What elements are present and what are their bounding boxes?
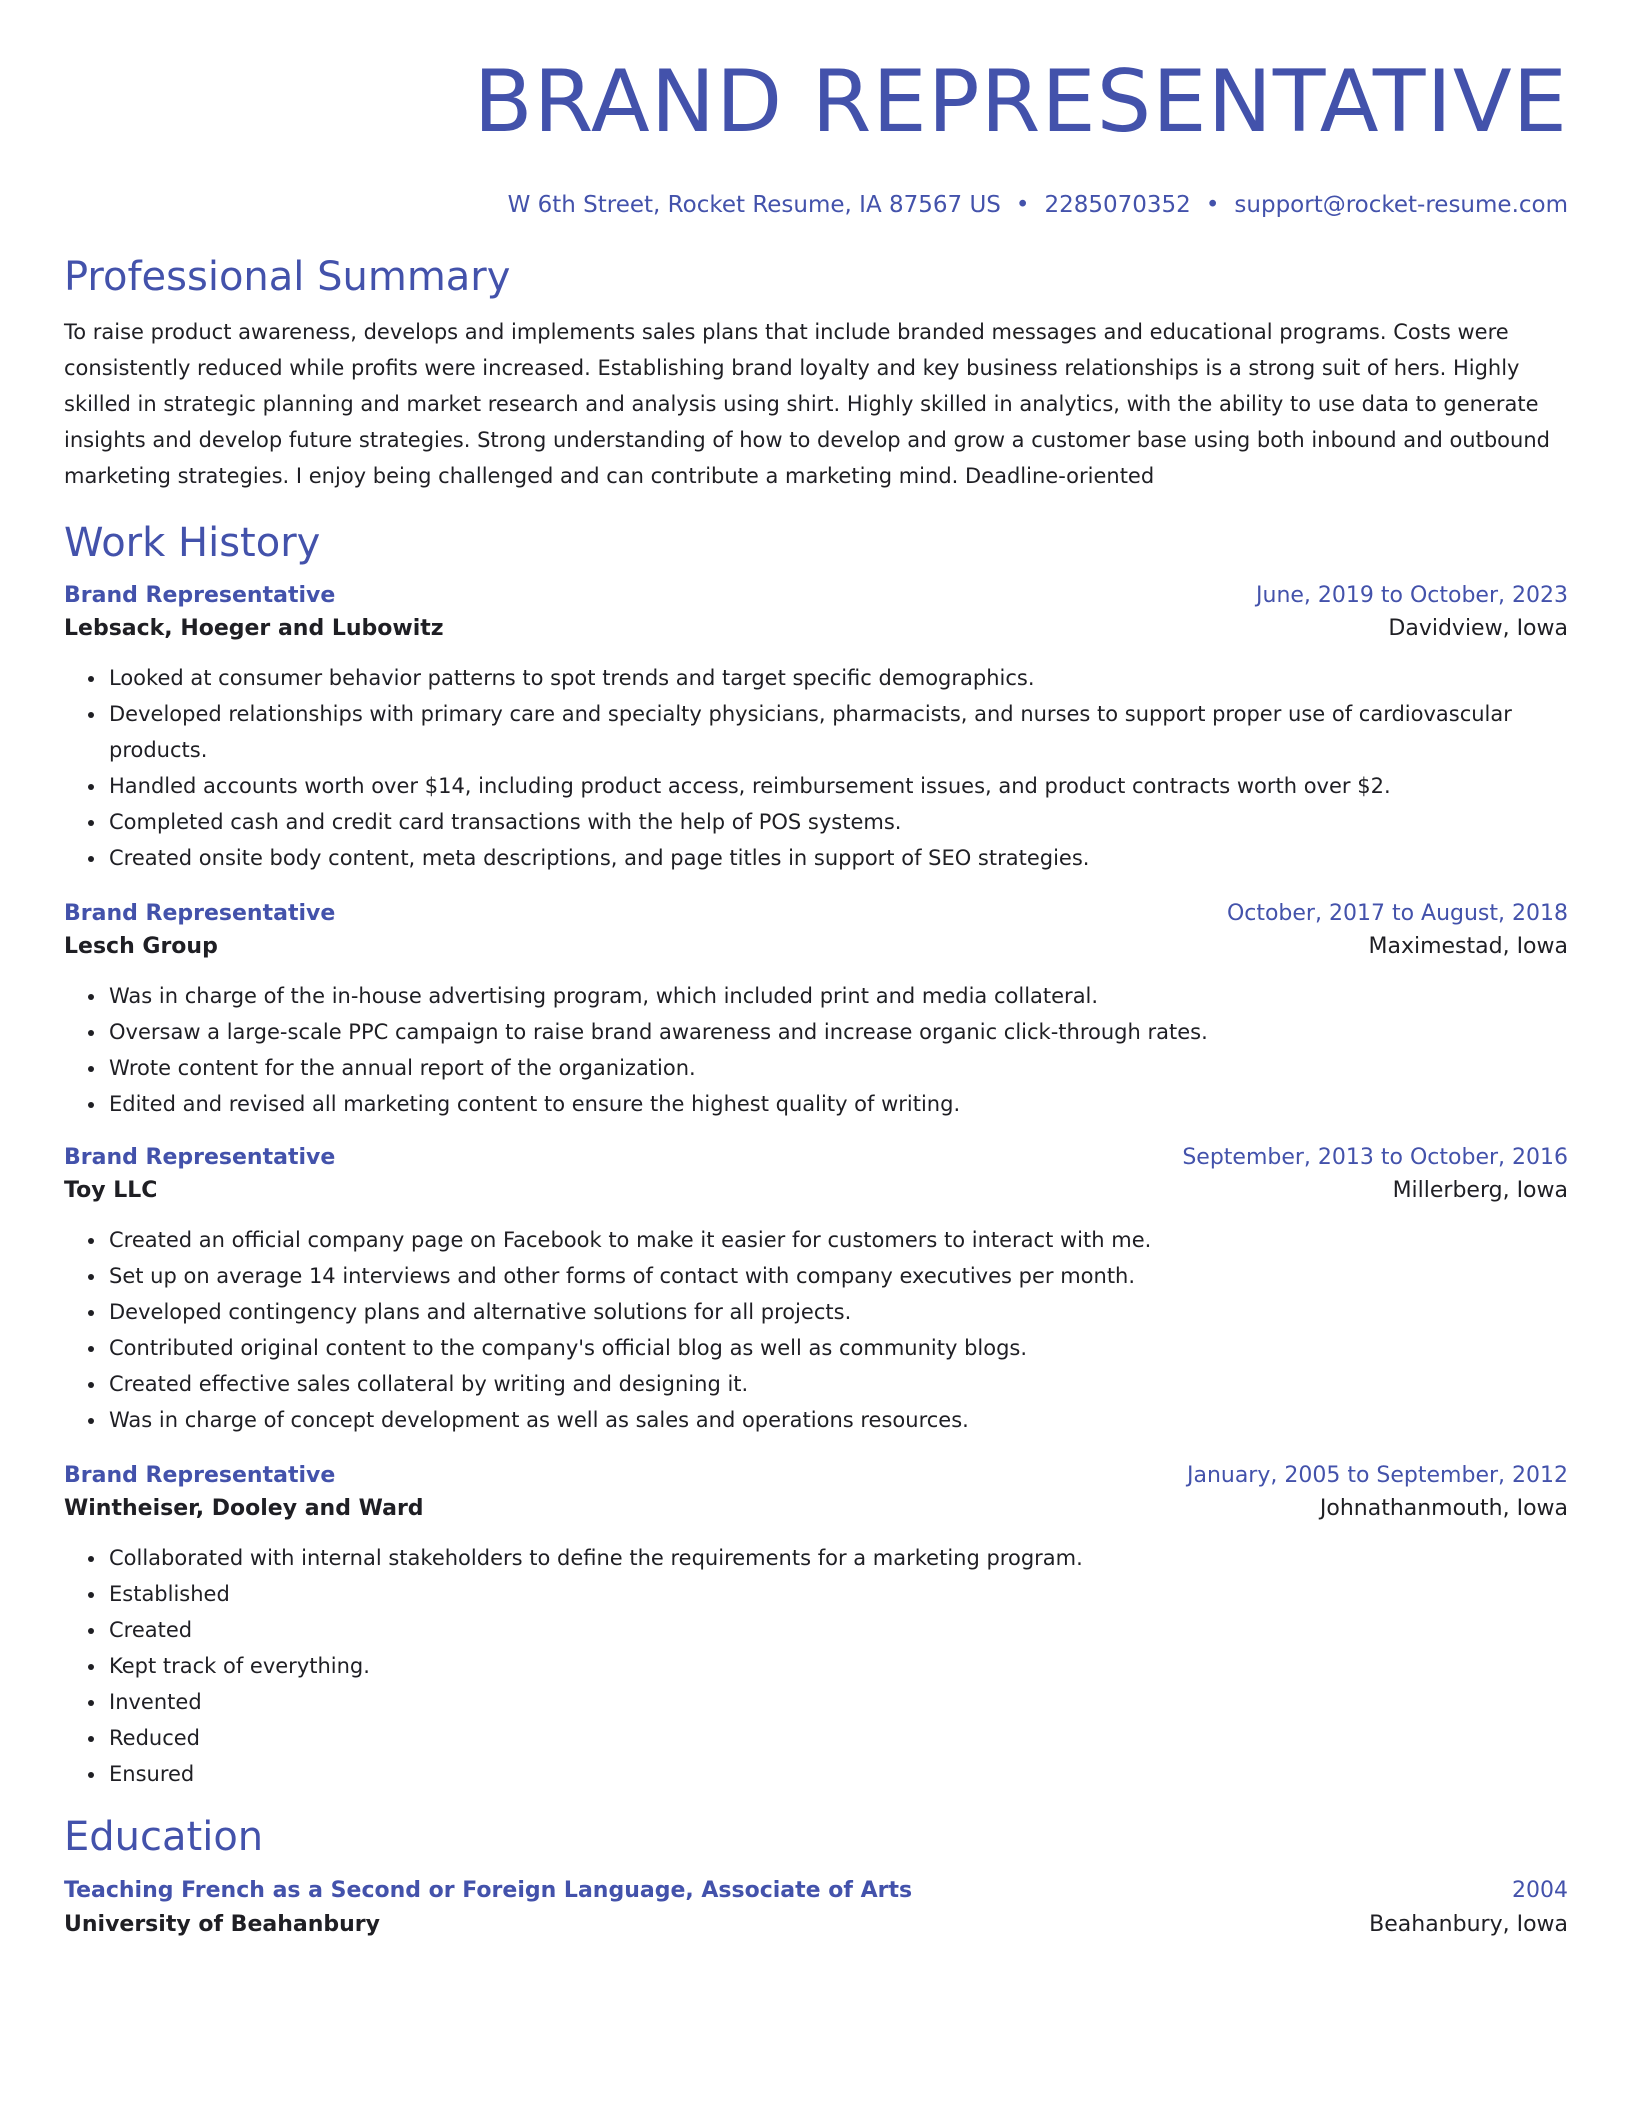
job-bullet: • Set up on average 14 interviews and other forms of contact with company executives per month. [107,1258,1568,1294]
summary-section [64,252,1568,494]
job-bullet: • Created an official company page on Facebook to make it easier for customers to interact with me. [107,1222,1568,1258]
job-title: Brand Representative [64,1145,336,1170]
education-degree: Teaching French as a Second or Foreign Language, Associate of Arts [64,1878,913,1903]
job-entry [64,580,1568,876]
job-bullet: • Oversaw a large-scale PPC campaign to raise brand awareness and increase organic click-through rates. [107,1014,1568,1050]
job-bullets [64,1540,1568,1792]
job-title: Brand Representative [64,583,336,608]
job-location: Maximestad, Iowa [1368,934,1568,959]
job-bullet: • Established [107,1576,1568,1612]
job-bullet: • Kept track of everything. [107,1648,1568,1684]
contact-line [64,190,1568,220]
job-dates: October, 2017 to August, 2018 [1226,901,1568,926]
education-year: 2004 [1512,1878,1568,1903]
job-bullet: • Contributed original content to the company's official blog as well as community blogs. [107,1330,1568,1366]
contact-separator: • [1015,192,1030,218]
job-title-row [64,1142,1568,1174]
job-title-row [64,1460,1568,1492]
job-bullet: • Created onsite body content, meta descriptions, and page titles in support of SEO strategies. [107,840,1568,876]
job-bullets [64,978,1568,1122]
job-entry [64,1460,1568,1792]
job-dates: January, 2005 to September, 2012 [1186,1463,1568,1488]
job-bullet: • Collaborated with internal stakeholders to define the requirements for a marketing program. [107,1540,1568,1576]
job-company: Lesch Group [64,934,218,959]
job-bullet: • Completed cash and credit card transactions with the help of POS systems. [107,804,1568,840]
contact-separator: • [1205,192,1220,218]
job-location: Millerberg, Iowa [1392,1178,1568,1203]
job-bullet: • Invented [107,1684,1568,1720]
resume-header [64,0,1568,220]
work-history-heading: Work History [64,520,321,566]
job-bullets [64,660,1568,876]
job-title: Brand Representative [64,901,336,926]
job-bullet: • Reduced [107,1720,1568,1756]
contact-address: W 6th Street, Rocket Resume, IA 87567 US [507,192,1001,218]
education-entry [64,1874,1568,1942]
summary-text: To raise product awareness, develops and implements sales plans that include branded messages and educational programs. Costs were consistently reduced while profits were increased. Establishing brand loyalty and key business relationships is a strong suit of hers. Highly skilled in strategic planning and market research and analysis using shirt. Highly skilled in analytics, with the ability to use data to generate insights and develop future strategies. Strong understanding of how to develop and grow a customer base using both inbound and outbound marketing strategies. I enjoy being challenged and can contribute a marketing mind. Deadline-oriented [64,320,1550,488]
education-list [64,1874,1568,1942]
job-bullet: • Looked at consumer behavior patterns to spot trends and target specific demographics. [107,660,1568,696]
education-degree-row [64,1874,1568,1908]
education-section [64,1812,1568,1942]
job-bullet: • Was in charge of concept development as well as sales and operations resources. [107,1402,1568,1438]
job-company: Wintheiser, Dooley and Ward [64,1496,424,1521]
work-history-section [64,518,1568,1792]
job-bullet: • Was in charge of the in-house advertising program, which included print and media collateral. [107,978,1568,1014]
contact-email: support@rocket-resume.com [1234,192,1568,218]
summary-heading: Professional Summary [64,254,511,300]
job-dates: September, 2013 to October, 2016 [1182,1145,1568,1170]
job-dates: June, 2019 to October, 2023 [1256,583,1568,608]
job-title-row [64,580,1568,612]
job-entry [64,1142,1568,1438]
job-bullet: • Handled accounts worth over $14, including product access, reimbursement issues, and product contracts worth over $2. [107,768,1568,804]
education-school-row [64,1908,1568,1942]
job-bullet: • Wrote content for the annual report of the organization. [107,1050,1568,1086]
education-heading: Education [64,1814,264,1860]
education-school: University of Beahanbury [64,1912,380,1937]
job-company-row [64,612,1568,646]
job-bullet: • Developed contingency plans and alternative solutions for all projects. [107,1294,1568,1330]
job-title-row [64,898,1568,930]
job-company-row [64,930,1568,964]
job-location: Davidview, Iowa [1388,616,1568,641]
candidate-name: BRAND REPRESENTATIVE [473,52,1568,152]
job-bullet: • Edited and revised all marketing content to ensure the highest quality of writing. [107,1086,1568,1122]
job-bullet: • Developed relationships with primary care and specialty physicians, pharmacists, and nurses to support proper use of cardiovascular products. [107,696,1568,768]
job-bullets [64,1222,1568,1438]
job-location: Johnathanmouth, Iowa [1319,1496,1568,1521]
job-title: Brand Representative [64,1463,336,1488]
job-company: Lebsack, Hoeger and Lubowitz [64,616,444,641]
job-bullet: • Created effective sales collateral by writing and designing it. [107,1366,1568,1402]
job-company-row [64,1492,1568,1526]
job-company: Toy LLC [64,1178,158,1203]
job-bullet: • Ensured [107,1756,1568,1792]
education-location: Beahanbury, Iowa [1369,1912,1568,1937]
job-entry [64,898,1568,1122]
job-list [64,580,1568,1792]
contact-phone: 2285070352 [1044,192,1191,218]
job-company-row [64,1174,1568,1208]
job-bullet: • Created [107,1612,1568,1648]
